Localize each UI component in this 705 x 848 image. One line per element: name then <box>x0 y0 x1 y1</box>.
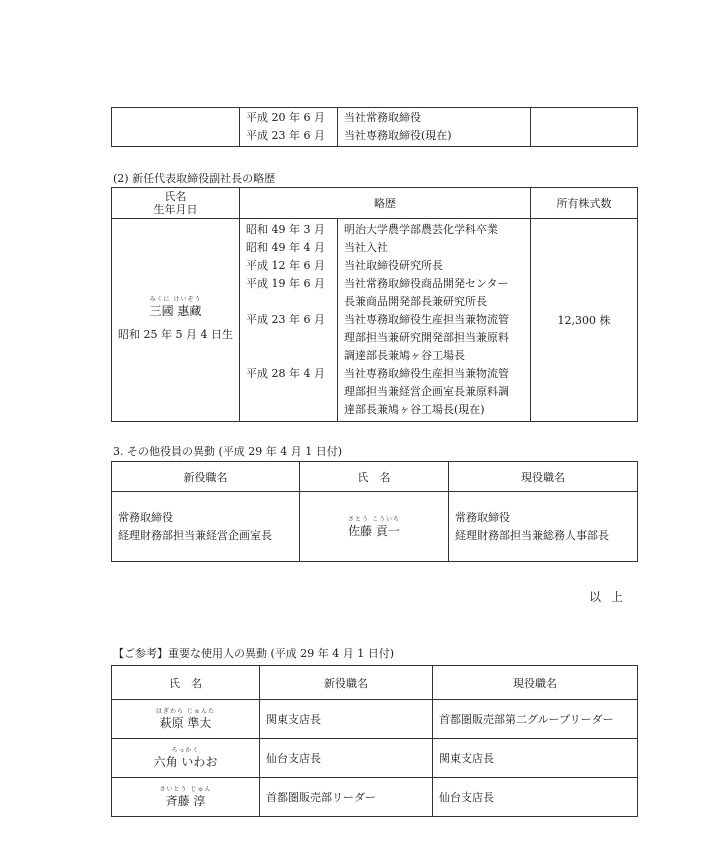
name-cell <box>112 700 260 739</box>
date: 平成 20 年 6 月 <box>246 111 325 124</box>
name-cell <box>112 778 260 817</box>
name-cell-empty <box>112 108 240 147</box>
table-row <box>112 219 638 422</box>
name-ruby: さいとう じゅん <box>159 786 212 793</box>
person-name: 佐藤 貢一 <box>348 523 400 538</box>
person-name: 三國 惠藏 <box>149 304 202 318</box>
current-role-cell: 首都圏販売部第二グループリーダー <box>433 700 638 739</box>
new-role-cell: 首都圏販売部リーダー <box>260 778 433 817</box>
table-row <box>112 739 638 778</box>
role: 当社常務取締役 <box>344 111 421 124</box>
name-ruby: ろっかく <box>171 747 200 754</box>
person-name: 斉藤 淳 <box>165 794 206 808</box>
current-role-cell: 常務取締役 経理財務部担当兼総務人事部長 <box>449 492 638 562</box>
name-ruby: さとう こういち <box>348 515 400 523</box>
key-employees-table <box>111 665 638 817</box>
header-name: 氏 名 <box>112 666 260 700</box>
name-ruby: はぎわら じゅんた <box>156 708 215 715</box>
current-role-cell: 仙台支店長 <box>433 778 638 817</box>
other-officers-table <box>111 461 638 562</box>
name-ruby: みくに けいぞう <box>149 296 202 303</box>
section4-title: 【ご参考】重要な使用人の異動 (平成 29 年 4 月 1 日付) <box>113 647 395 660</box>
career-continuation-table <box>111 107 638 147</box>
shares-cell-empty <box>531 108 638 147</box>
header-row <box>112 462 638 492</box>
closing-mark: 以上 <box>589 590 634 604</box>
section3-title: 3. その他役員の異動 (平成 29 年 4 月 1 日付) <box>113 445 343 458</box>
header-row <box>112 188 638 219</box>
new-role-cell: 常務取締役 経理財務部担当兼経営企画室長 <box>112 492 300 562</box>
table-row <box>112 700 638 739</box>
person-name: 六角 いわお <box>153 755 218 769</box>
name-cell <box>300 492 449 562</box>
header-name: 氏 名 <box>300 462 449 492</box>
header-history: 略歴 <box>240 188 531 219</box>
table-row <box>112 108 638 147</box>
header-name: 氏名 生年月日 <box>112 188 240 219</box>
header-row <box>112 666 638 700</box>
role: 当社専務取締役(現在) <box>344 129 452 142</box>
birth-date: 昭和 25 年 5 月 4 日生 <box>118 328 233 341</box>
vice-president-career-table <box>111 187 638 422</box>
new-role-cell: 仙台支店長 <box>260 739 433 778</box>
header-shares: 所有株式数 <box>531 188 638 219</box>
date-cell <box>240 108 338 147</box>
person-name: 萩原 準太 <box>159 716 212 730</box>
history-details: 明治大学農学部農芸化学科卒業 当社入社 当社取締役研究所長 当社常務取締役商品開発センター 長兼商品開発部長兼研究所長 当社専務取締役生産担当兼物流管 理部担当兼研究開発部担当兼原料 調達部長兼鳩ヶ谷工場長 当社専務取締役生産担当兼物流管 理部担当兼経営企画室長兼原料調 達部長兼鳩ヶ谷工場長(現在) <box>338 219 531 422</box>
header-new-role: 新役職名 <box>112 462 300 492</box>
history-dates: 昭和 49 年 3 月 昭和 49 年 4 月 平成 12 年 6 月 平成 19 年 6 月 平成 23 年 6 月 平成 28 年 4 月 <box>240 219 338 422</box>
table-row <box>112 778 638 817</box>
role-cell <box>338 108 531 147</box>
date: 平成 23 年 6 月 <box>246 129 325 142</box>
name-cell <box>112 739 260 778</box>
new-role-cell: 関東支店長 <box>260 700 433 739</box>
header-current-role: 現役職名 <box>433 666 638 700</box>
person-cell <box>112 219 240 422</box>
header-current-role: 現役職名 <box>449 462 638 492</box>
current-role-cell: 関東支店長 <box>433 739 638 778</box>
header-new-role: 新役職名 <box>260 666 433 700</box>
shares-value: 12,300 株 <box>531 219 638 422</box>
table-row <box>112 492 638 562</box>
section2-title: (2) 新任代表取締役副社長の略歴 <box>113 172 276 185</box>
